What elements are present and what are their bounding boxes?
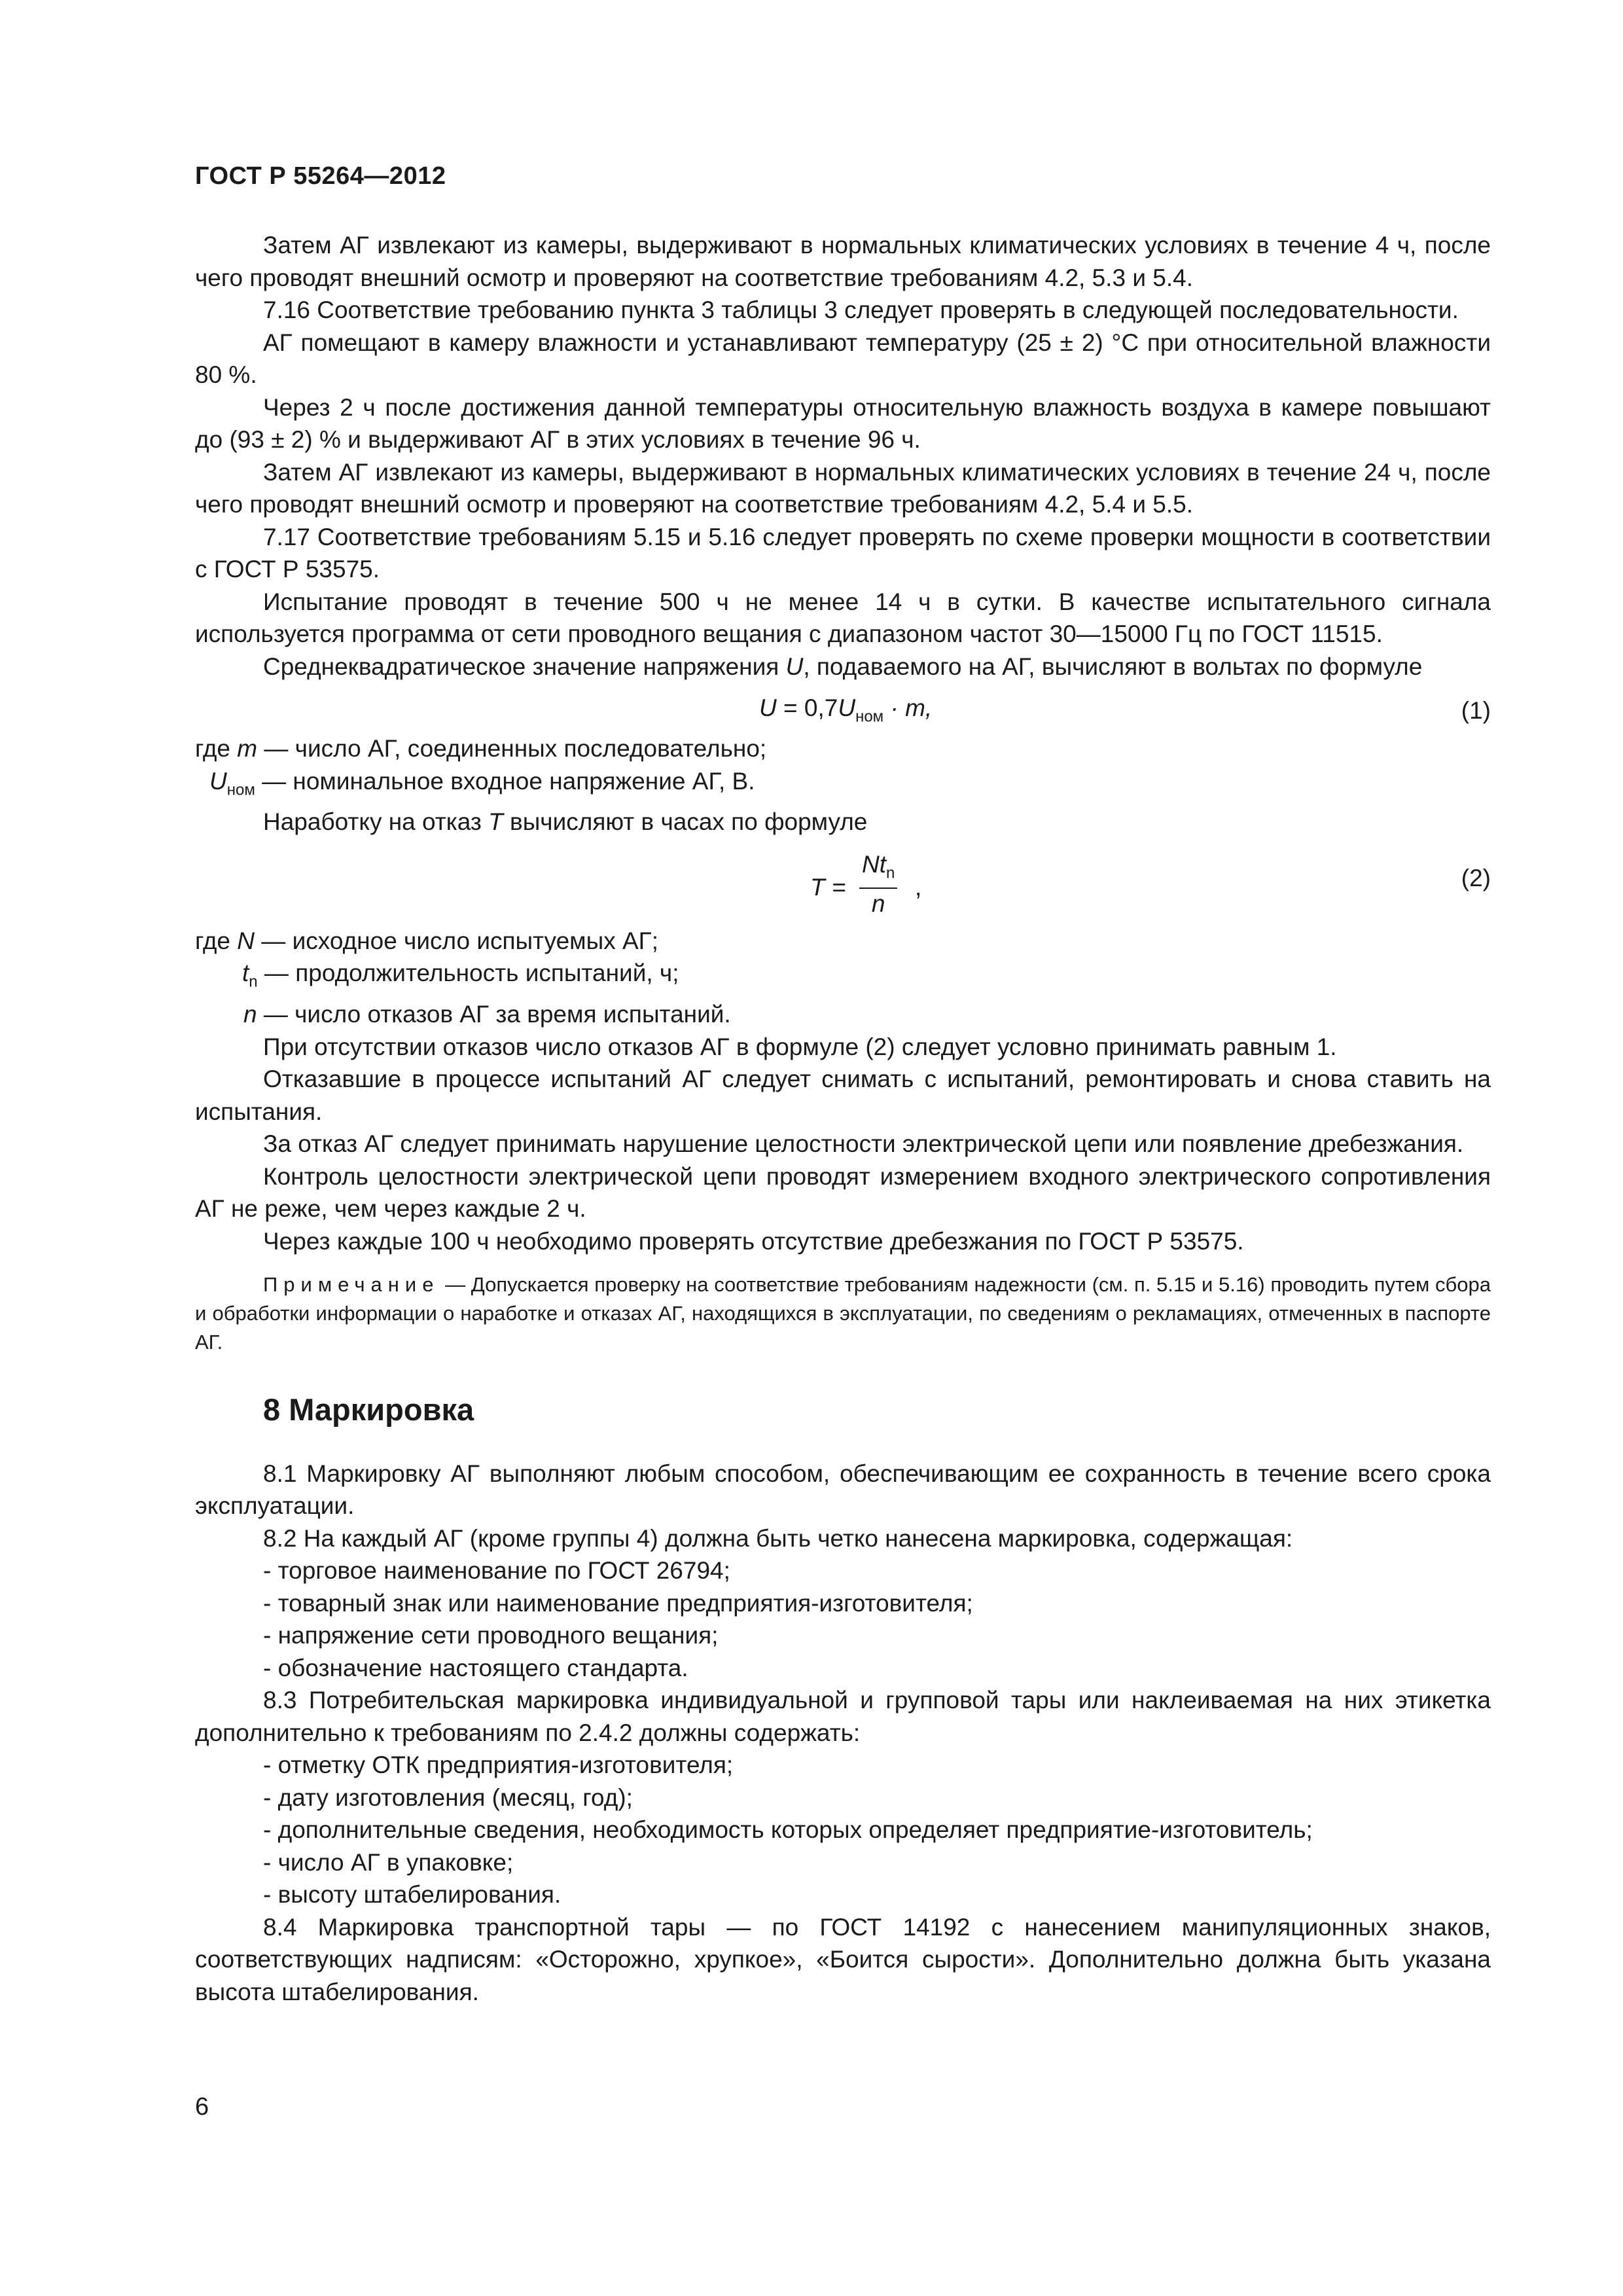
list-item: - высоту штабелирования. [263,1881,562,1909]
where-line [195,765,1491,806]
subscript: n [249,973,258,991]
note [195,1270,1491,1357]
where-line [195,957,1491,998]
text: — продолжительность испытаний, ч; [257,960,679,987]
paragraph-formula-intro [195,806,1491,838]
formula-1 [195,688,1491,728]
text: — число АГ, соединенных последовательно; [257,735,767,762]
formula-2-number: (2) [1461,864,1491,891]
text: где [195,927,238,954]
fraction-numerator [859,850,897,889]
list-item: - напряжение сети проводного вещания; [263,1622,719,1649]
variable: n [243,1001,257,1028]
page-number: 6 [195,2093,209,2121]
where-line [195,925,1491,958]
formula-1-expression [759,692,932,733]
list-item: - дополнительные сведения, необходимость которых определяет предприятие-изготовитель; [263,1816,1313,1844]
document-body [195,229,1491,2008]
variable: U [209,767,227,795]
paragraph: Отказавшие в процессе испытаний АГ следует снимать с испытаний, ремонтировать и снова ставить на испытания. [195,1066,1491,1125]
subscript: n [886,864,895,882]
subscript: ном [226,780,255,798]
paragraph: Затем АГ извлекают из камеры, выдерживают в нормальных климатических условиях в течение 4 ч, после чего проводят внешний осмотр и проверяют на соответствие требованиям 4.2, 5.3 и 5.4. [195,232,1491,291]
paragraph: Контроль целостности электрической цепи проводят измерением входного электрического сопротивления АГ не реже, чем через каждые 2 ч. [195,1162,1491,1223]
text: — число отказов АГ за время испытаний. [257,1001,731,1028]
formula-1-number: (1) [1461,697,1491,724]
text: — исходное число испытуемых АГ; [255,927,658,954]
text: вычисляют в часах по формуле [503,808,868,836]
formula-2-fraction [859,850,897,919]
section-heading: 8 Маркировка [263,1392,474,1427]
text: · m, [883,694,933,721]
paragraph: Через 2 ч после достижения данной температуры относительную влажность воздуха в камере повышают до (93 ± 2) % и выдерживают АГ в этих условиях в течение 96 ч. [195,393,1491,453]
paragraph: Затем АГ извлекают из камеры, выдерживают в нормальных климатических условиях в течение 24 ч, после чего проводят внешний осмотр и проверяют на соответствие требованиям 4.2, 5.4 и 5.5. [195,458,1491,518]
where-line [195,998,1491,1031]
paragraph-7-17: 7.17 Соответствие требованиям 5.15 и 5.16 следует проверять по схеме проверки мощности в соответствии с ГОСТ Р 53575. [195,523,1491,583]
paragraph-8-1: 8.1 Маркировку АГ выполняют любым способом, обеспечивающим ее сохранность в течение всего срока эксплуатации. [195,1460,1491,1520]
list-item: - дату изготовления (месяц, год); [263,1784,633,1811]
list-item: - отметку ОТК предприятия-изготовителя; [263,1751,734,1779]
paragraph-formula-intro [195,651,1491,683]
paragraph-7-16: 7.16 Соответствие требованию пункта 3 таблицы 3 следует проверять в следующей последовательности. [263,296,1459,323]
document-header: ГОСТ Р 55264—2012 [195,162,446,190]
paragraph-8-4: 8.4 Маркировка транспортной тары — по ГОСТ 14192 с нанесением манипуляционных знаков, соответствующих надписям: «Осторожно, хрупкое», «Боится сырости». Дополнительно должна быть указана высота штабелирования. [195,1913,1491,2005]
paragraph: АГ помещают в камеру влажности и устанавливают температуру (25 ± 2) °С при относительной влажности 80 %. [195,329,1491,388]
text: , подаваемого на АГ, вычисляют в вольтах по формуле [803,653,1423,680]
list-item: - обозначение настоящего стандарта. [263,1654,688,1681]
list-item: - товарный знак или наименование предприятия-изготовителя; [263,1589,973,1617]
variable: T [488,808,503,836]
list-item: - торговое наименование по ГОСТ 26794; [263,1557,730,1585]
variable: N [237,927,255,954]
note-label: Примечание [263,1273,440,1297]
text: Наработку на отказ [263,808,489,836]
paragraph-8-2: 8.2 На каждый АГ (кроме группы 4) должна быть четко нанесена маркировка, содержащая: [263,1524,1293,1552]
variable: U [785,653,804,680]
list-item: - число АГ в упаковке; [263,1848,514,1876]
text: Nt [862,850,886,878]
variable: U [759,694,777,721]
variable: m [237,735,258,762]
text: = 0,7 [776,694,838,721]
formula-2-comma: , [915,873,922,901]
note-text: — Допускается проверку на соответствие требованиям надежности (см. п. 5.15 и 5.16) проводить путем сбора и обработки информации о наработке и отказах АГ, находящихся в эксплуатации, по сведениям о рекламациях, отмеченных в паспорте АГ. [195,1273,1491,1354]
variable: U [838,694,856,721]
paragraph: Испытание проводят в течение 500 ч не менее 14 ч в сутки. В качестве испытательного сигнала используется программа от сети проводного вещания с диапазоном частот 30—15000 Гц по ГОСТ 11515. [195,588,1491,647]
formula-2 [195,845,1491,922]
paragraph-8-3: 8.3 Потребительская маркировка индивидуальной и групповой тары или наклеиваемая на них этикетка дополнительно к требованиям по 2.4.2 должны содержать: [195,1687,1491,1746]
fraction-denominator: n [871,890,885,918]
variable: t [242,960,249,987]
paragraph: Через каждые 100 ч необходимо проверять отсутствие дребезжания по ГОСТ Р 53575. [263,1227,1244,1255]
formula-2-lhs: T = [810,873,846,901]
paragraph: За отказ АГ следует принимать нарушение целостности электрической цепи или появление дребезжания. [263,1130,1464,1158]
subscript: ном [855,708,884,726]
text: где [195,735,238,762]
text: — номинальное входное напряжение АГ, В. [255,767,755,795]
text: Среднеквадратическое значение напряжения [263,653,786,680]
where-line [195,732,1491,765]
paragraph: При отсутствии отказов число отказов АГ в формуле (2) следует условно принимать равным 1. [263,1033,1337,1060]
